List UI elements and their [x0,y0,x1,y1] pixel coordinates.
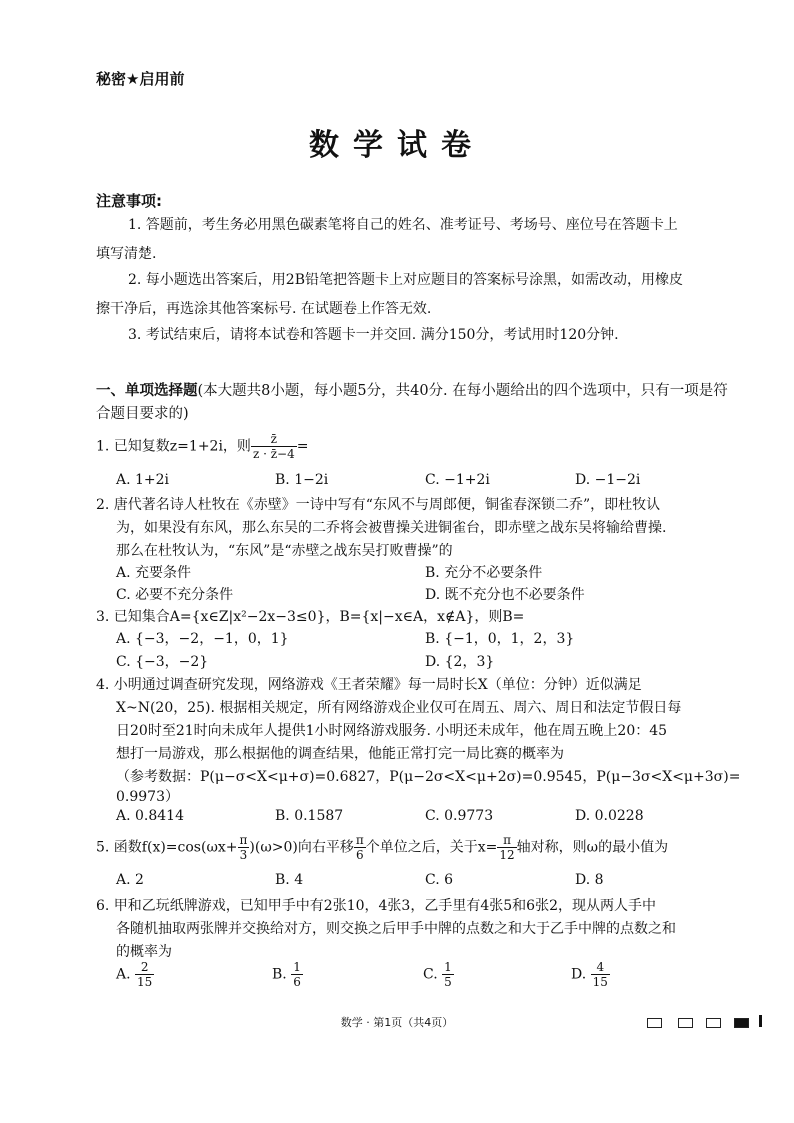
q6-d-label: D. [571,966,587,983]
page-title: 数学试卷 [309,128,485,163]
q5-option-a: A. 2 [116,872,144,888]
q6-option-a [116,960,154,989]
q5-text-4: 轴对称，则ω的最小值为 [516,839,669,856]
q5-fraction-2 [354,833,366,862]
notice-item-1: 1. 答题前，考生务必用黑色碳素笔将自己的姓名、准考证号、考场号、座位号在答题卡上 [128,217,678,233]
q5-option-b: B. 4 [275,872,304,888]
q6-option-b [272,960,303,989]
q5-frac1-den: 3 [239,848,248,862]
q1-option-c: C. −1+2i [425,472,490,488]
confidential-label: 秘密★启用前 [96,70,185,88]
q5-text-3: 个单位之后，关于x= [365,839,498,856]
q3-option-a: A. {−3，−2，−1，0，1} [116,631,289,647]
q6-c-den: 5 [444,975,452,989]
q4-line-6: 0.9973） [116,789,179,805]
q5-frac3-num: π [497,833,516,848]
q5-frac1-num: π [239,833,248,847]
q6-a-fraction [135,960,154,989]
q1-frac-num: z̄ [251,432,297,447]
q6-a-den: 15 [137,975,153,989]
notice-heading: 注意事项: [96,192,162,210]
q1-frac-den: z · z̄−4 [252,447,295,461]
q3-option-c: C. {−3，−2} [116,654,209,670]
q6-option-d [571,960,610,989]
q6-d-fraction [591,960,610,989]
q3-option-d: D. {2，3} [425,654,495,670]
q5-fraction-1 [238,833,250,862]
q5-option-d: D. 8 [575,872,604,888]
q5-stem [96,833,668,862]
q2-line-3: 那么在杜牧认为，“东风”是“赤壁之战东吴打败曹操”的 [116,543,453,559]
answer-mark-box [706,1018,721,1028]
q6-line-2: 各随机抽取两张牌并交换给对方，则交换之后甲手中牌的点数之和大于乙手中牌的点数之和 [116,921,676,937]
q6-b-label: B. [272,966,287,983]
q4-line-5: （参考数据：P(μ−σ<X<μ+σ)=0.6827，P(μ−2σ<X<μ+2σ)=0.9545，P(μ−3σ<X<μ+3σ)= [116,769,741,785]
q1-option-d: D. −1−2i [575,472,641,488]
q5-fraction-3 [497,833,516,862]
section-title: 一、单项选择题 [96,383,198,399]
section-description: (本大题共8小题，每小题5分，共40分. 在每小题给出的四个选项中，只有一项是符合题目要求的) [96,383,728,422]
q6-b-fraction [291,960,303,989]
q6-c-fraction [442,960,454,989]
q6-a-num: 2 [135,960,154,975]
q6-option-c [423,960,454,989]
q4-line-1: 4. 小明通过调查研究发现，网络游戏《王者荣耀》每一局时长X（单位：分钟）近似满足 [96,677,642,693]
q6-b-den: 6 [293,975,301,989]
q6-c-num: 1 [444,960,452,974]
question-1-stem [96,432,308,461]
q1-tail: = [296,438,309,455]
q1-text: 1. 已知复数z=1+2i，则 [96,438,251,455]
q5-frac3-den: 12 [499,848,515,862]
q5-text-2: )(ω>0)向右平移 [249,839,354,856]
q4-line-3: 日20时至21时向未成年人提供1小时网络游戏服务. 小明还未成年，他在周五晚上20：45 [116,723,668,739]
q6-c-label: C. [423,966,438,983]
scan-mark [759,1015,762,1027]
section-heading [96,380,736,426]
q5-frac2-num: π [355,833,364,847]
q3-stem: 3. 已知集合A={x∈Z|x²−2x−3≤0}，B={x|−x∈A，x∉A}，则B= [96,609,525,625]
q6-b-num: 1 [293,960,301,974]
q6-line-1: 6. 甲和乙玩纸牌游戏，已知甲手中有2张10，4张3，乙手里有4张5和6张2，现从两人手中 [96,898,656,914]
answer-mark-box [678,1018,693,1028]
answer-mark-box [647,1018,662,1028]
q5-option-c: C. 6 [425,872,454,888]
q4-line-4: 想打一局游戏，那么根据他的调查结果，他能正常打完一局比赛的概率为 [116,746,564,762]
q5-text-1: 5. 函数f(x)=cos(ωx+ [96,839,238,856]
q4-option-a: A. 0.8414 [116,808,184,824]
q4-option-b: B. 0.1587 [275,808,344,824]
notice-item-2-cont: 擦干净后，再选涂其他答案标号. 在试题卷上作答无效. [96,301,432,317]
q2-option-b: B. 充分不必要条件 [425,565,543,581]
q4-line-2: X~N(20，25). 根据相关规定，所有网络游戏企业仅可在周五、周六、周日和法定节假日每 [116,700,682,716]
q2-line-2: 为，如果没有东风，那么东吴的二乔将会被曹操关进铜雀台，即赤壁之战东吴将输给曹操. [116,520,667,536]
q1-option-a: A. 1+2i [116,472,170,488]
q6-d-num: 4 [591,960,610,975]
page-footer: 数学 · 第1页（共4页） [340,1016,454,1029]
q6-a-label: A. [116,966,131,983]
notice-item-1-cont: 填写清楚. [96,246,157,262]
q4-option-c: C. 0.9773 [425,808,494,824]
notice-item-2: 2. 每小题选出答案后，用2B铅笔把答题卡上对应题目的答案标号涂黑，如需改动，用橡皮 [128,272,684,288]
q5-frac2-den: 6 [355,848,364,862]
q6-d-den: 15 [592,975,608,989]
answer-mark-box-filled [734,1018,749,1028]
q1-fraction [251,432,297,461]
q6-line-3: 的概率为 [116,944,172,960]
q3-option-b: B. {−1，0，1，2，3} [425,631,575,647]
q2-option-d: D. 既不充分也不必要条件 [425,587,585,603]
q2-line-1: 2. 唐代著名诗人杜牧在《赤壁》一诗中写有“东风不与周郎便，铜雀春深锁二乔”，即杜牧认 [96,497,661,513]
q2-option-a: A. 充要条件 [116,565,192,581]
notice-item-3: 3. 考试结束后，请将本试卷和答题卡一并交回. 满分150分，考试用时120分钟. [128,327,619,343]
q2-option-c: C. 必要不充分条件 [116,587,234,603]
q4-option-d: D. 0.0228 [575,808,644,824]
q1-option-b: B. 1−2i [275,472,329,488]
